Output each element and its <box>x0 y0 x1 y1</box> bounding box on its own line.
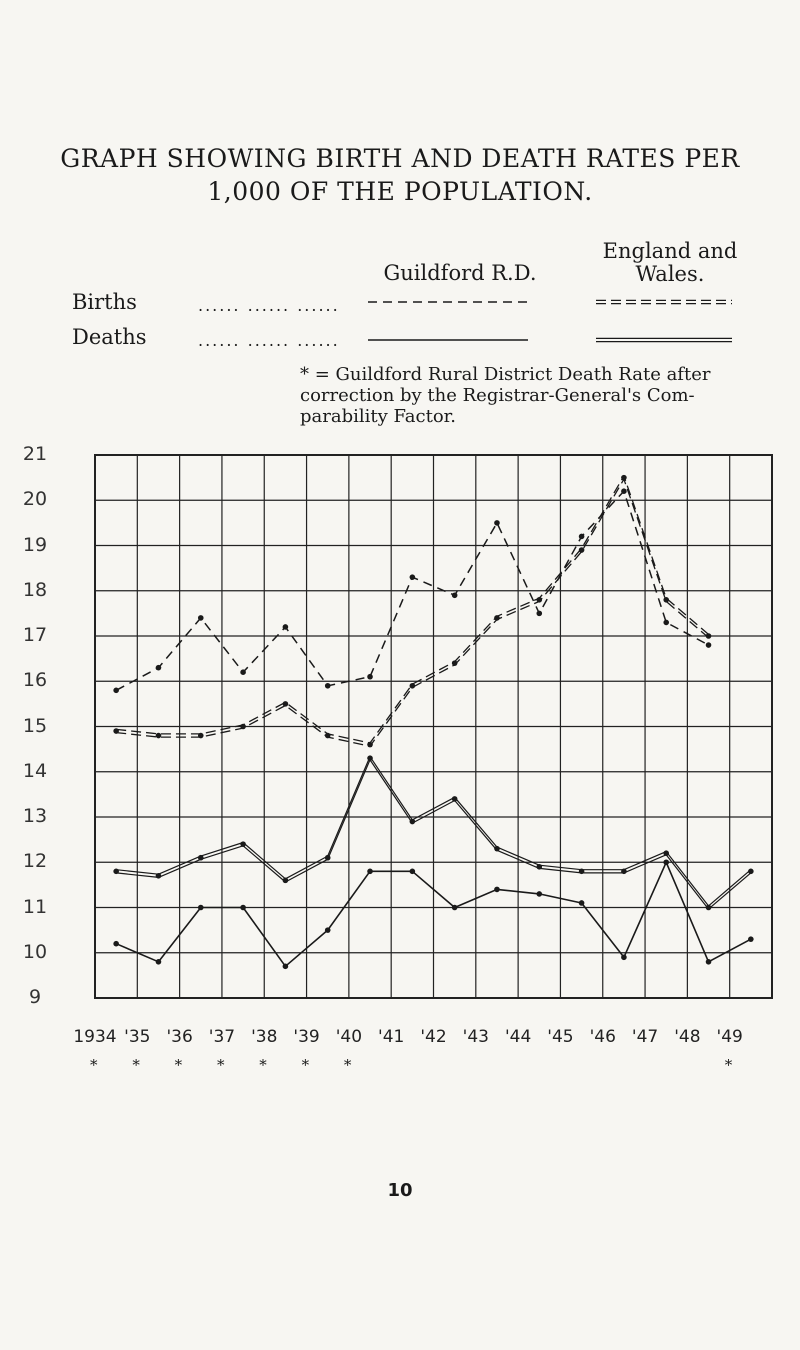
data-point <box>663 620 669 626</box>
x-tick-star-marker: * <box>259 1056 267 1074</box>
data-point <box>283 878 289 884</box>
y-tick-label: 19 <box>22 533 48 556</box>
legend-sample-deaths-ew <box>596 338 732 341</box>
data-point <box>706 633 712 639</box>
legend-header-ew-line1: England and <box>602 239 738 263</box>
x-tick-label: '41 <box>378 1027 405 1047</box>
legend-label-births: Births <box>72 290 137 314</box>
data-point <box>494 887 500 893</box>
data-point <box>410 574 416 580</box>
y-tick-label: 13 <box>22 805 48 827</box>
data-point <box>748 936 754 942</box>
x-tick-label: '38 <box>251 1027 278 1047</box>
legend-header-ew-line2: Wales. <box>635 262 705 286</box>
data-point <box>663 859 669 865</box>
legend-line-samples <box>368 300 732 341</box>
data-point <box>748 869 754 875</box>
y-tick-label: 15 <box>22 714 48 737</box>
data-point <box>536 864 542 870</box>
data-point <box>367 674 373 680</box>
x-tick-label: '45 <box>547 1027 574 1047</box>
data-point <box>452 660 458 666</box>
data-point <box>283 624 289 630</box>
data-point <box>198 905 204 911</box>
y-tick-label: 12 <box>22 850 48 873</box>
x-tick-label: '42 <box>420 1027 447 1047</box>
legend-header-guildford: Guildford R.D. <box>383 261 537 285</box>
data-point <box>156 733 162 739</box>
legend-dots-births: ...... ...... ...... <box>198 296 340 315</box>
data-point <box>198 855 204 861</box>
title-line-1: GRAPH SHOWING BIRTH AND DEATH RATES PER <box>60 144 740 173</box>
data-point <box>325 683 331 689</box>
data-point <box>579 534 585 540</box>
y-tick-label: 10 <box>22 940 48 963</box>
data-point <box>325 927 331 933</box>
data-point <box>283 964 289 970</box>
data-point <box>156 959 162 965</box>
data-point <box>113 688 119 694</box>
legend-sample-births-ew <box>596 300 732 303</box>
note-line-2: correction by the Registrar-General's Com- <box>300 385 695 406</box>
data-point <box>536 611 542 617</box>
data-point <box>325 855 331 861</box>
data-point <box>663 850 669 856</box>
x-tick-star-marker: * <box>174 1056 183 1074</box>
x-tick-star-marker: * <box>90 1056 98 1074</box>
data-point <box>579 547 585 553</box>
data-point <box>410 869 416 875</box>
legend-label-deaths: Deaths <box>72 325 147 349</box>
title-line-2: 1,000 OF THE POPULATION. <box>207 177 593 206</box>
data-point <box>452 796 458 802</box>
x-tick-label: '37 <box>208 1027 236 1047</box>
x-tick-label: '43 <box>462 1027 489 1047</box>
x-tick-label: '49 <box>716 1027 743 1047</box>
x-tick-label: '47 <box>631 1027 659 1047</box>
data-point <box>113 728 119 734</box>
data-point <box>494 520 500 526</box>
x-tick-label: '44 <box>504 1027 532 1047</box>
x-tick-label: 1934 <box>73 1027 117 1047</box>
series-births-england-and-wales <box>113 475 711 748</box>
y-tick-label: 18 <box>22 578 48 601</box>
x-tick-star-marker: * <box>724 1056 733 1074</box>
x-tick-label: '40 <box>335 1027 363 1047</box>
data-point <box>494 846 500 852</box>
data-point <box>621 869 627 875</box>
legend-dots-deaths: ...... ...... ...... <box>198 331 340 350</box>
data-point <box>536 597 542 603</box>
y-tick-label: 21 <box>22 443 48 465</box>
page-number: 10 <box>387 1180 413 1201</box>
data-point <box>113 941 119 947</box>
series-line <box>116 479 708 746</box>
x-tick-star-marker: * <box>132 1056 140 1074</box>
y-tick-label: 17 <box>22 624 48 646</box>
data-point <box>706 642 712 648</box>
data-point <box>452 905 458 911</box>
y-tick-label: 9 <box>28 986 42 1008</box>
data-point <box>621 488 627 494</box>
data-point <box>410 683 416 689</box>
data-point <box>579 869 585 875</box>
data-point <box>706 959 712 965</box>
data-point <box>621 475 627 481</box>
series-line <box>116 476 708 743</box>
data-point <box>536 891 542 897</box>
y-tick-label: 20 <box>22 488 48 511</box>
data-point <box>240 841 246 847</box>
chart-grid <box>95 455 772 998</box>
data-point <box>156 665 162 671</box>
data-point <box>240 724 246 730</box>
x-tick-star-marker: * <box>301 1056 310 1074</box>
data-point <box>621 954 627 960</box>
note-line-3: parability Factor. <box>300 406 457 427</box>
data-point <box>410 819 416 825</box>
data-point <box>325 733 331 739</box>
data-point <box>240 905 246 911</box>
y-tick-label: 14 <box>22 759 48 782</box>
x-tick-label: '39 <box>293 1027 320 1047</box>
x-tick-label: '35 <box>124 1027 151 1047</box>
data-point <box>240 669 246 675</box>
x-tick-star-marker: * <box>343 1056 352 1074</box>
data-point <box>367 869 373 875</box>
note-line-1: * = Guildford Rural District Death Rate after <box>300 364 711 385</box>
data-point <box>156 873 162 879</box>
data-point <box>494 615 500 621</box>
x-tick-label: '36 <box>166 1027 193 1047</box>
data-point <box>706 905 712 911</box>
data-point <box>367 755 373 761</box>
x-tick-star-marker: * <box>216 1056 225 1074</box>
data-point <box>663 597 669 603</box>
data-point <box>198 615 204 621</box>
y-tick-label: 11 <box>22 895 48 918</box>
data-point <box>113 869 119 875</box>
data-point <box>367 742 373 748</box>
data-point <box>283 701 289 707</box>
data-point <box>579 900 585 906</box>
y-tick-label: 16 <box>22 669 48 692</box>
data-point <box>198 733 204 739</box>
x-tick-label: '48 <box>674 1027 701 1047</box>
data-point <box>452 592 458 598</box>
x-tick-label: '46 <box>589 1027 616 1047</box>
